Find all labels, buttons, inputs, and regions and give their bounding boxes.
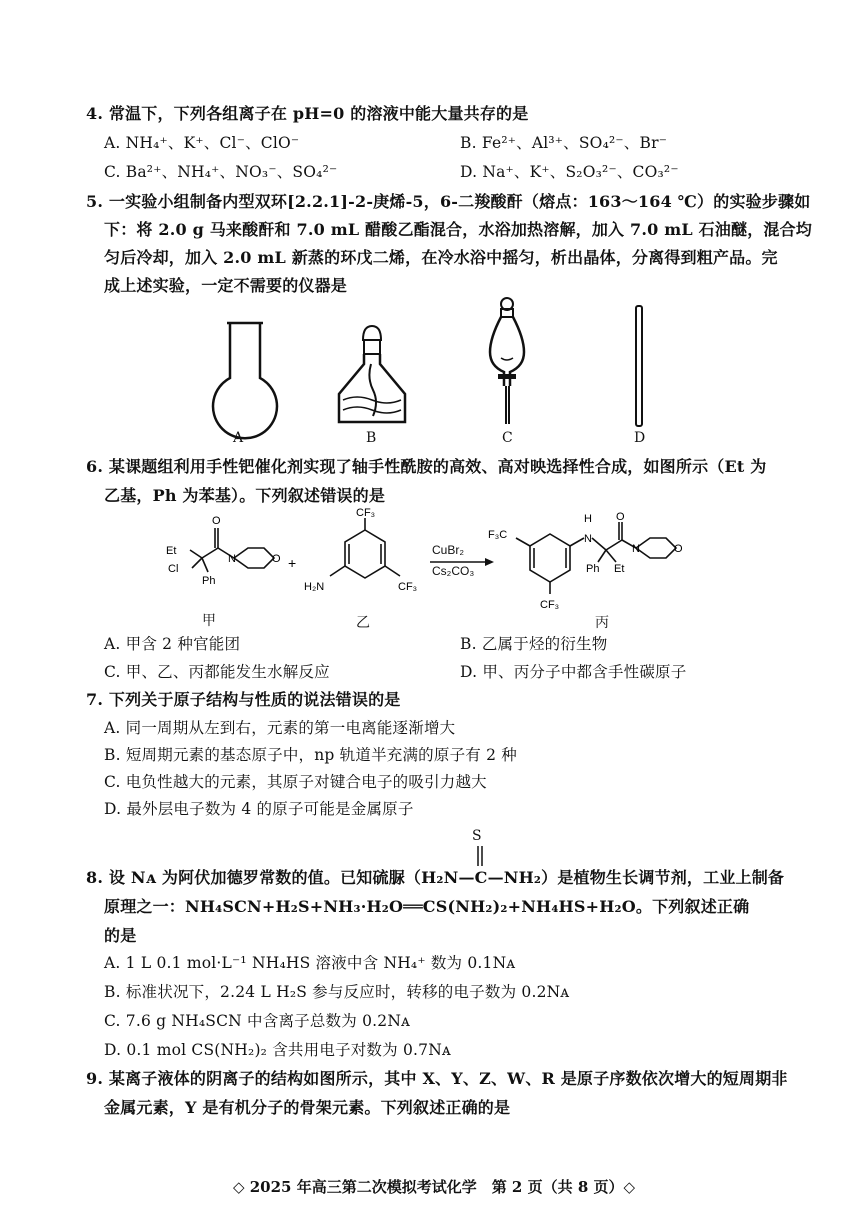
- svg-text:N: N: [584, 533, 592, 545]
- reagent-cubr2: CuBr₂: [432, 543, 464, 557]
- q8-option-a: A. 1 L 0.1 mol·L⁻¹ NH₄HS 溶液中含 NH₄⁺ 数为 0.1Nᴀ: [104, 954, 516, 972]
- q8-option-b: B. 标准状况下，2.24 L H₂S 参与反应时，转移的电子数为 0.2Nᴀ: [104, 983, 570, 1001]
- thiourea-s-atom: S: [472, 828, 482, 844]
- apparatus-label-a: A: [233, 430, 244, 446]
- q6-option-b: B. 乙属于烃的衍生物: [460, 635, 608, 653]
- apparatus-alcohol-lamp: [327, 318, 417, 433]
- svg-text:O: O: [674, 543, 683, 555]
- svg-text:Ph: Ph: [202, 575, 216, 587]
- q7-option-a: A. 同一周期从左到右，元素的第一电离能逐渐增大: [104, 719, 456, 737]
- q9-line-1: 9. 某离子液体的阴离子的结构如图所示，其中 X、Y、Z、W、R 是原子序数依次增大的短周期非: [86, 1069, 788, 1088]
- svg-text:Et: Et: [614, 563, 625, 575]
- q8-line-2: 原理之一：NH₄SCN+H₂S+NH₃·H₂O══CS(NH₂)₂+NH₄HS+H₂O。下列叙述正确: [104, 897, 750, 916]
- svg-text:Et: Et: [166, 545, 177, 557]
- q6-option-a: A. 甲含 2 种官能团: [104, 635, 241, 653]
- svg-text:CF₃: CF₃: [398, 581, 418, 593]
- q8-line-3: 的是: [104, 926, 137, 945]
- svg-text:O: O: [616, 511, 625, 523]
- q4-option-c: C. Ba²⁺、NH₄⁺、NO₃⁻、SO₄²⁻: [104, 163, 338, 181]
- q7-stem: 7. 下列关于原子结构与性质的说法错误的是: [86, 690, 401, 709]
- q4-option-a: A. NH₄⁺、K⁺、Cl⁻、ClO⁻: [104, 134, 300, 152]
- q6-line-2: 乙基，Ph 为苯基）。下列叙述错误的是: [104, 486, 386, 505]
- reagent-cs2co3: Cs₂CO₃: [432, 564, 475, 578]
- apparatus-round-flask: [205, 318, 285, 433]
- q6-option-d: D. 甲、丙分子中都含手性碳原子: [460, 663, 687, 681]
- compound-label-jia: 甲: [202, 613, 216, 629]
- q5-line-1: 5. 一实验小组制备内型双环[2.2.1]-2-庚烯-5，6-二羧酸酐（熔点：163～164 ℃）的实验步骤如: [86, 192, 811, 211]
- apparatus-label-b: B: [366, 430, 377, 446]
- q4-option-d: D. Na⁺、K⁺、S₂O₃²⁻、CO₃²⁻: [460, 163, 679, 181]
- svg-text:H₂N: H₂N: [304, 581, 325, 593]
- svg-text:Ph: Ph: [586, 563, 600, 575]
- q7-option-b: B. 短周期元素的基态原子中，np 轨道半充满的原子有 2 种: [104, 746, 517, 764]
- svg-text:O: O: [272, 553, 281, 565]
- q4-option-b: B. Fe²⁺、Al³⁺、SO₄²⁻、Br⁻: [460, 134, 668, 152]
- svg-text:N: N: [228, 553, 236, 565]
- svg-text:F₃C: F₃C: [488, 529, 508, 541]
- q7-option-c: C. 电负性越大的元素，其原子对键合电子的吸引力越大: [104, 773, 487, 791]
- svg-text:N: N: [632, 543, 640, 555]
- q9-line-2: 金属元素，Y 是有机分子的骨架元素。下列叙述正确的是: [104, 1098, 511, 1117]
- svg-text:O: O: [212, 515, 221, 527]
- svg-text:CF₃: CF₃: [540, 599, 560, 611]
- molecule-yi: [330, 518, 400, 578]
- q5-line-4: 成上述实验，一定不需要的仪器是: [104, 276, 348, 295]
- thiourea-double-bond: [475, 846, 485, 868]
- apparatus-separatory-funnel: [482, 296, 532, 432]
- svg-text:Cl: Cl: [168, 563, 179, 575]
- apparatus-label-c: C: [502, 430, 513, 446]
- compound-label-bing: 丙: [595, 615, 609, 631]
- q6-option-c: C. 甲、乙、丙都能发生水解反应: [104, 663, 330, 681]
- molecule-bing: [516, 522, 676, 594]
- molecule-jia: [190, 528, 274, 572]
- svg-text:CF₃: CF₃: [356, 507, 376, 519]
- q8-option-c: C. 7.6 g NH₄SCN 中含离子总数为 0.2Nᴀ: [104, 1012, 411, 1030]
- svg-text:H: H: [584, 513, 592, 525]
- apparatus-label-d: D: [634, 430, 646, 446]
- compound-label-yi: 乙: [356, 615, 370, 631]
- q5-line-3: 匀后冷却，加入 2.0 mL 新蒸的环戊二烯，在冷水浴中摇匀，析出晶体，分离得到粗产品。完: [104, 248, 778, 267]
- q8-option-d: D. 0.1 mol CS(NH₂)₂ 含共用电子对数为 0.7Nᴀ: [104, 1041, 451, 1059]
- q7-option-d: D. 最外层电子数为 4 的原子可能是金属原子: [104, 800, 414, 818]
- svg-text:+: +: [288, 555, 297, 571]
- q5-line-2: 下：将 2.0 g 马来酸酐和 7.0 mL 醋酸乙酯混合，水浴加热溶解，加入 7.0 mL 石油醚，混合均: [104, 220, 812, 239]
- q6-line-1: 6. 某课题组利用手性钯催化剂实现了轴手性酰胺的高效、高对映选择性合成，如图所示（Et 为: [86, 457, 767, 476]
- q4-stem: 4. 常温下，下列各组离子在 pH=0 的溶液中能大量共存的是: [86, 104, 529, 123]
- q8-line-1: 8. 设 Nᴀ 为阿伏加德罗常数的值。已知硫脲（H₂N—C—NH₂）是植物生长调节剂，工业上制备: [86, 868, 785, 887]
- page-footer: ◇ 2025 年高三第二次模拟考试化学 第 2 页（共 8 页）◇: [232, 1178, 636, 1196]
- apparatus-glass-rod: [632, 304, 646, 428]
